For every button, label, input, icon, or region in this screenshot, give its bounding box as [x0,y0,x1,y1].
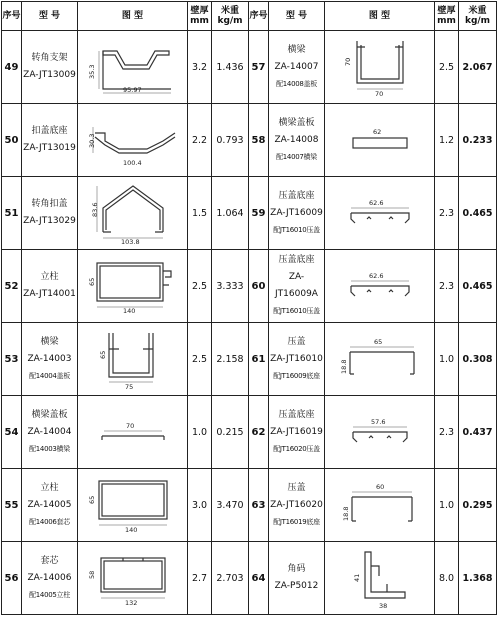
item-code: ZA-JT13019 [23,143,76,153]
svg-text:95.97: 95.97 [122,86,142,94]
svg-text:30.3: 30.3 [87,133,96,148]
item-code: ZA-14008 [274,134,319,145]
table-row [2,323,497,396]
item-code: ZA-JT16019 [270,426,323,437]
item-code: ZA-JT16010 [270,353,323,364]
figure-cell [78,104,188,177]
item-code: ZA-14004 [27,426,72,437]
figure-cell [325,250,435,323]
header-no: 序号 [249,2,269,31]
meter-weight: 1.436 [212,31,249,104]
svg-text:18.8: 18.8 [339,359,348,374]
figure-cell [78,542,188,615]
item-note: 配14008盖板 [276,79,317,88]
item-note: 配14005立柱 [29,590,70,599]
meter-weight: 0.215 [212,396,249,469]
model-cell [269,250,325,323]
corner-bracket-drawing [335,546,425,610]
svg-text:100.4: 100.4 [122,159,142,167]
svg-text:35.3: 35.3 [87,64,96,79]
model-cell [269,323,325,396]
item-number: 54 [2,396,22,469]
model-cell [269,469,325,542]
header-row [2,2,497,31]
header-model: 型 号 [22,2,78,31]
item-name: 套芯 [40,555,59,566]
header-figure: 图 型 [78,2,188,31]
item-note: 配14004盖板 [29,371,70,380]
figure-cell [325,469,435,542]
item-name: 立柱 [40,272,59,282]
item-name: 转角扣盖 [31,199,68,209]
base-profile-drawing [335,266,425,306]
model-cell [22,177,78,250]
svg-text:18.8: 18.8 [341,506,350,521]
item-name: 角码 [287,564,306,574]
wall-thickness: 1.0 [188,396,212,469]
item-code: ZA-14006 [27,572,72,583]
figure-cell [78,396,188,469]
beam-profile-drawing [335,35,425,99]
figure-cell [78,31,188,104]
item-name: 横梁盖板 [31,409,68,420]
model-cell [22,396,78,469]
item-code: ZA-14005 [27,499,72,510]
item-number: 58 [249,104,269,177]
svg-text:62: 62 [372,128,381,136]
meter-weight: 0.465 [459,250,497,323]
svg-text:65: 65 [373,338,382,346]
meter-weight: 0.233 [459,104,497,177]
corner-cover-drawing [83,180,183,246]
item-number: 57 [249,31,269,104]
item-name: 压盖底座 [278,255,315,265]
column-profile-drawing [83,475,183,535]
svg-text:103.8: 103.8 [120,238,140,246]
item-number: 51 [2,177,22,250]
wall-thickness: 8.0 [435,542,459,615]
model-cell [22,542,78,615]
wall-thickness: 3.2 [188,31,212,104]
cover-plate-drawing [335,120,425,160]
figure-cell [325,104,435,177]
wall-thickness: 2.5 [188,323,212,396]
svg-text:83.6: 83.6 [90,202,99,217]
item-note: 配JT16010压盖 [273,225,320,234]
core-profile-drawing [83,548,183,608]
model-cell [269,396,325,469]
header-figure: 图 型 [325,2,435,31]
wall-thickness: 2.3 [435,250,459,323]
model-cell [269,542,325,615]
model-cell [22,469,78,542]
svg-text:62.6: 62.6 [368,272,383,280]
item-name: 立柱 [40,482,59,493]
item-number: 50 [2,104,22,177]
svg-text:140: 140 [122,307,135,315]
beam-profile-drawing [93,327,173,391]
bracket-profile-drawing [85,37,181,97]
table-row [2,104,497,177]
base-profile-drawing [335,412,425,452]
item-code: ZA-JT13009 [23,70,76,80]
item-name: 压盖 [287,482,306,493]
item-note: 配14007横梁 [276,152,317,161]
figure-cell [325,396,435,469]
header-weight: 米重 kg/m [459,2,497,31]
header-thickness: 壁厚 mm [435,2,459,31]
item-note: 配14003横梁 [29,444,70,453]
wall-thickness: 1.2 [435,104,459,177]
item-code: ZA-JT16009 [270,207,323,218]
svg-text:41: 41 [352,573,361,582]
meter-weight: 1.368 [459,542,497,615]
wall-thickness: 2.3 [435,177,459,250]
model-cell [269,177,325,250]
item-number: 61 [249,323,269,396]
item-number: 59 [249,177,269,250]
svg-text:140: 140 [124,526,137,534]
item-name: 扣盖底座 [31,126,68,136]
svg-text:57.6: 57.6 [370,418,385,426]
item-note: 配JT16010压盖 [273,307,320,315]
item-code: ZA-JT16020 [270,499,323,510]
item-number: 53 [2,323,22,396]
svg-text:65: 65 [98,350,107,359]
model-cell [22,31,78,104]
item-note: 配JT16019底座 [273,517,320,526]
svg-text:38: 38 [378,602,387,610]
meter-weight: 0.793 [212,104,249,177]
item-number: 52 [2,250,22,323]
wall-thickness: 1.0 [435,469,459,542]
item-code: ZA-JT16009A [275,272,318,299]
item-number: 62 [249,396,269,469]
item-code: ZA-14003 [27,353,72,364]
meter-weight: 2.067 [459,31,497,104]
table-row [2,542,497,615]
meter-weight: 1.064 [212,177,249,250]
model-cell [22,323,78,396]
figure-cell [78,177,188,250]
figure-cell [325,31,435,104]
item-note: 配JT16020压盖 [273,444,320,453]
svg-text:65: 65 [87,277,96,286]
meter-weight: 0.437 [459,396,497,469]
figure-cell [78,323,188,396]
item-name: 压盖 [287,336,306,347]
item-note: 配14006套芯 [29,517,70,526]
table-row [2,469,497,542]
meter-weight: 0.465 [459,177,497,250]
item-note: 配JT16009底座 [273,371,320,380]
wall-thickness: 2.5 [435,31,459,104]
svg-text:75: 75 [124,383,133,391]
table-row [2,31,497,104]
figure-cell [325,542,435,615]
model-cell [22,250,78,323]
figure-cell [78,469,188,542]
cover-profile-drawing [332,334,428,384]
figure-cell [78,250,188,323]
item-number: 56 [2,542,22,615]
wall-thickness: 2.7 [188,542,212,615]
figure-cell [325,323,435,396]
model-cell [269,104,325,177]
item-name: 横梁 [40,336,59,347]
svg-text:70: 70 [343,57,352,66]
meter-weight: 2.158 [212,323,249,396]
cover-profile-drawing [332,477,428,533]
item-number: 60 [249,250,269,323]
base-profile-drawing [83,111,183,169]
svg-text:65: 65 [87,495,96,504]
svg-text:62.6: 62.6 [368,199,383,207]
item-code: ZA-P5012 [274,581,319,591]
svg-text:132: 132 [124,599,137,607]
meter-weight: 2.703 [212,542,249,615]
meter-weight: 0.308 [459,323,497,396]
wall-thickness: 2.5 [188,250,212,323]
item-code: ZA-14007 [274,61,319,72]
base-profile-drawing [335,193,425,233]
wall-thickness: 2.2 [188,104,212,177]
table-row [2,396,497,469]
item-number: 55 [2,469,22,542]
header-weight: 米重 kg/m [212,2,249,31]
wall-thickness: 2.3 [435,396,459,469]
meter-weight: 3.470 [212,469,249,542]
header-no: 序号 [2,2,22,31]
item-number: 64 [249,542,269,615]
header-model: 型 号 [269,2,325,31]
wall-thickness: 1.5 [188,177,212,250]
svg-text:60: 60 [375,483,384,491]
item-number: 49 [2,31,22,104]
item-code: ZA-JT13029 [23,216,76,226]
model-cell [22,104,78,177]
model-cell [269,31,325,104]
item-name: 压盖底座 [278,190,315,201]
header-thickness: 壁厚 mm [188,2,212,31]
item-name: 转角支架 [31,53,68,63]
meter-weight: 0.295 [459,469,497,542]
table-row [2,250,497,323]
svg-text:70: 70 [125,422,134,430]
svg-text:58: 58 [87,570,96,579]
item-name: 横梁 [287,44,306,55]
item-number: 63 [249,469,269,542]
svg-text:70: 70 [374,90,383,98]
cover-plate-drawing [88,412,178,452]
meter-weight: 3.333 [212,250,249,323]
item-name: 横梁盖板 [278,117,315,128]
table-row [2,177,497,250]
profile-catalog-table [1,1,497,615]
wall-thickness: 3.0 [188,469,212,542]
item-name: 压盖底座 [278,409,315,420]
wall-thickness: 1.0 [435,323,459,396]
figure-cell [325,177,435,250]
item-code: ZA-JT14001 [23,289,76,299]
column-profile-drawing [83,255,183,317]
